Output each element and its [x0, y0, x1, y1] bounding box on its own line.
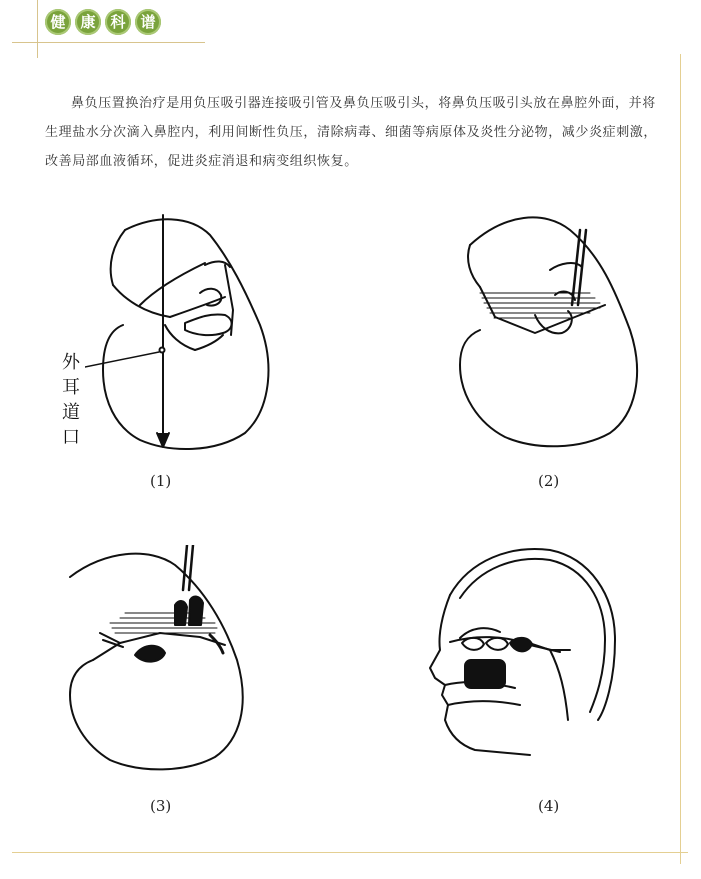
page-bottom-rule [12, 852, 688, 853]
header-vertical-rule [37, 0, 38, 58]
header-badge-group [45, 9, 161, 35]
header-badge-4: 谱 [135, 9, 161, 35]
header-badge-2: 康 [75, 9, 101, 35]
header-horizontal-rule [12, 42, 205, 43]
header-badge-3: 科 [105, 9, 131, 35]
figure-4-caption: (4) [538, 797, 560, 815]
body-paragraph: 鼻负压置换治疗是用负压吸引器连接吸引管及鼻负压吸引头，将鼻负压吸引头放在鼻腔外面，并将生理盐水分次滴入鼻腔内，利用间断性负压，清除病毒、细菌等病原体及炎性分泌物，减少炎症刺激，改善局部血液循环，促进炎症消退和病变组织恢复。 [45, 96, 658, 169]
header-badge-1: 健 [45, 9, 71, 35]
figure-3-caption: (3) [150, 797, 172, 815]
ear-canal-label: 外耳道口 [62, 352, 80, 448]
figure-2-illustration [450, 205, 650, 455]
page-right-rule [680, 54, 681, 864]
figure-2-caption: (2) [538, 472, 560, 490]
figure-4-illustration [420, 540, 620, 770]
figure-3-illustration [65, 545, 255, 775]
figure-1-caption: (1) [150, 472, 172, 490]
figure-1-illustration [85, 205, 285, 460]
